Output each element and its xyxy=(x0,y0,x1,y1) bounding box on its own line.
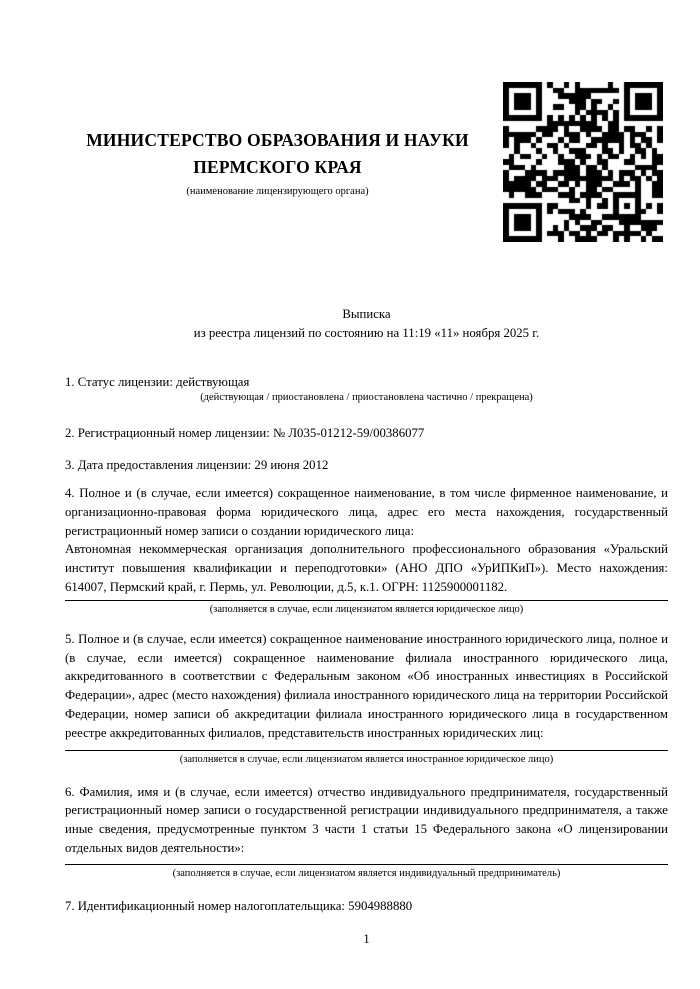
legal-entity-question: 4. Полное и (в случае, если имеется) сокращенное наименование, в том числе фирменное наименование, и организационно-правовая форма юридического лица, адрес его места нахождения, государственный регистрационный номер записи о создании юридического лица: xyxy=(65,485,668,538)
qr-code-icon xyxy=(503,82,663,242)
foreign-entity-section xyxy=(65,630,668,767)
entrepreneur-rule-caption: (заполняется в случае, если лицензиатом является индивидуальный предприниматель) xyxy=(172,867,561,879)
license-status-section xyxy=(65,373,668,406)
grant-date-text: 3. Дата предоставления лицензии: 29 июня 2012 xyxy=(65,458,329,473)
registration-number-text: 2. Регистрационный номер лицензии: № Л035-01212-59/00386077 xyxy=(65,426,425,441)
legal-entity-section xyxy=(65,484,668,617)
entrepreneur-question: 6. Фамилия, имя и (в случае, если имеется) отчество индивидуального предпринимателя, государственный регистрационный номер записи о государственной регистрации индивидуального предпринимателя, а также иные сведения, предусмотренные пунктом 3 части 1 статьи 15 Федерального закона «О лицензировании отдельных видов деятельности»: xyxy=(65,784,668,855)
document-title-line2: из реестра лицензий по состоянию на 11:19 «11» ноября 2025 г. xyxy=(193,325,540,340)
fill-in-rule xyxy=(65,750,668,751)
legal-entity-rule-caption: (заполняется в случае, если лицензиатом является юридическое лицо) xyxy=(209,603,524,615)
document-body xyxy=(0,305,700,948)
fill-in-rule xyxy=(65,864,668,865)
licensing-authority-block xyxy=(65,127,490,198)
fill-in-rule xyxy=(65,600,668,601)
document-header xyxy=(0,0,700,255)
ministry-name-line2: ПЕРМСКОГО КРАЯ xyxy=(193,157,362,177)
legal-entity-value: Автономная некоммерческая организация дополнительного профессионального образования «Уральский институт повышения квалификации и переподготовки» (АНО ДПО «УрИПКиП»). Место нахождения: 614007, Пермский край, г. Пермь, ул. Революции, д.5, к.1. ОГРН: 1125900001182. xyxy=(65,542,668,594)
license-status-options-caption: (действующая / приостановлена / приостановлена частично / прекращена) xyxy=(200,392,533,404)
license-status-text: 1. Статус лицензии: действующая xyxy=(65,374,250,389)
document-title-line1: Выписка xyxy=(342,307,391,321)
document-title xyxy=(65,305,668,343)
foreign-entity-rule-caption: (заполняется в случае, если лицензиатом является иностранное юридическое лицо) xyxy=(179,753,554,765)
taxpayer-number-text: 7. Идентификационный номер налогоплательщика: 5904988880 xyxy=(65,898,413,913)
foreign-entity-question: 5. Полное и (в случае, если имеется) сокращенное наименование иностранного юридического лица, полное и (в случае, если имеется) сокращенное наименование филиала иностранного юридического лица, аккредитованного в соответствии с Федеральным законом «Об иностранных инвестициях в Российской Федерации», адрес (место нахождения) филиала иностранного юридического лица на территории Российской Федерации, номер записи об аккредитации филиала иностранного юридического лица в государственном реестре аккредитованных филиалов, представительств иностранных юридических лиц: xyxy=(65,631,668,740)
page-number: 1 xyxy=(363,931,370,946)
entrepreneur-section xyxy=(65,783,668,881)
ministry-name-line1: МИНИСТЕРСТВО ОБРАЗОВАНИЯ И НАУКИ xyxy=(86,130,469,150)
ministry-caption: (наименование лицензирующего органа) xyxy=(186,186,369,197)
